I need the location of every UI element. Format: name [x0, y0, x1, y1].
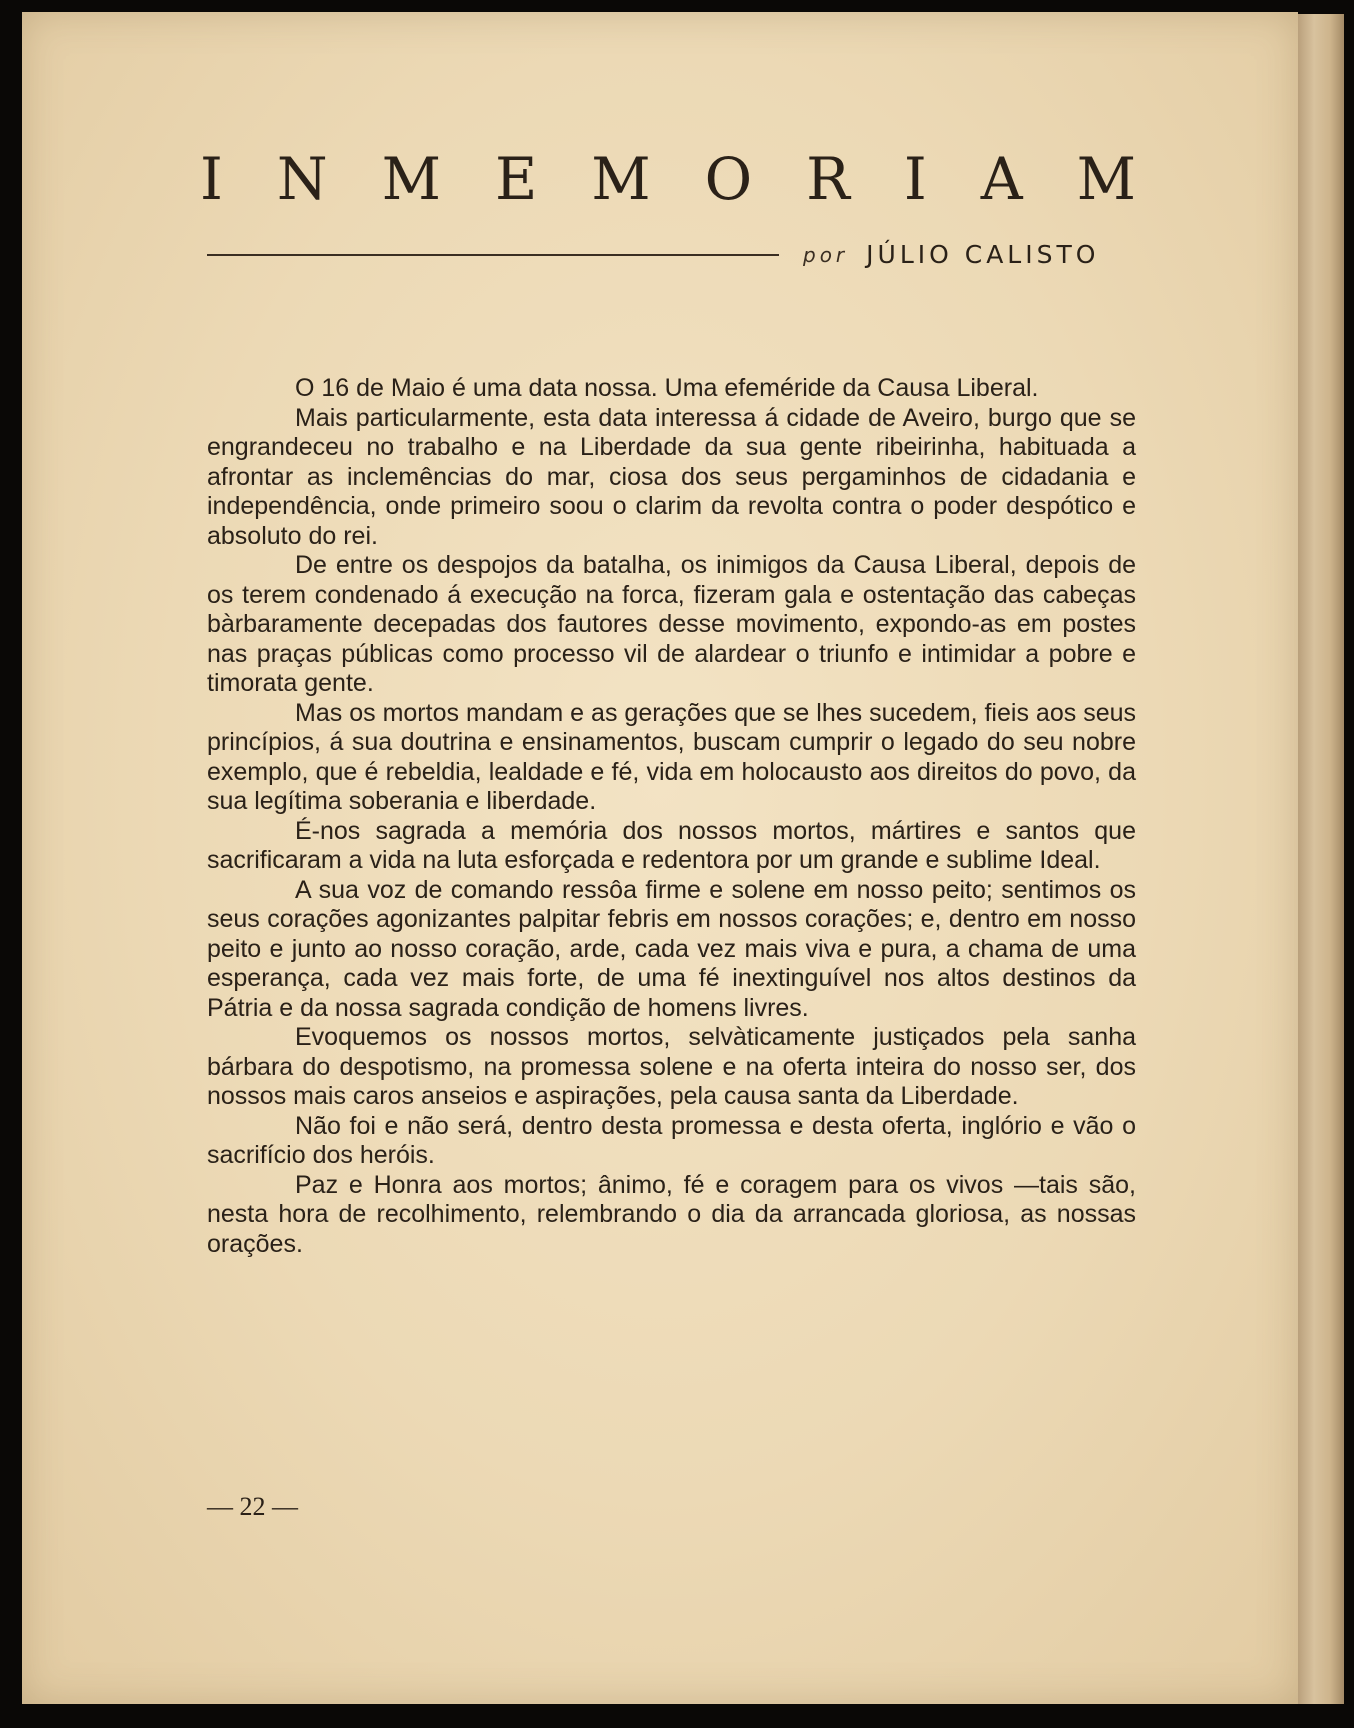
byline — [207, 240, 1136, 269]
title-letter: N — [276, 145, 328, 213]
title-letter: E — [494, 145, 538, 213]
title-letter: O — [704, 145, 753, 213]
paragraph: A sua voz de comando ressôa firme e solene em nosso peito; sentimos os seus corações agonizantes palpitar febris em nossos corações; e, dentro em nosso peito e junto ao nosso coração, arde, cada vez mais viva e pura, a chama de uma esperança, cada vez mais forte, de uma fé inextinguível nos altos destinos da Pátria e da nossa sagrada condição de homens livres. — [207, 875, 1136, 1022]
article-body — [207, 374, 1136, 1259]
paragraph: Mas os mortos mandam e as gerações que se lhes sucedem, fieis aos seus princípios, á sua doutrina e ensinamentos, buscam cumprir o legado do seu nobre exemplo, que é rebeldia, lealdade e fé, vida em holocausto aos direitos do povo, da sua legítima soberania e liberdade. — [207, 698, 1136, 815]
paragraph: É-nos sagrada a memória dos nossos mortos, mártires e santos que sacrificaram a vida na luta esforçada e redentora por um grande e sublime Ideal. — [207, 816, 1136, 874]
paragraph: Não foi e não será, dentro desta promessa e desta oferta, inglório e vão o sacrifício dos heróis. — [207, 1111, 1136, 1169]
author-name: JÚLIO CALISTO — [866, 240, 1100, 269]
title-letter: I — [200, 145, 223, 213]
title-letter: R — [806, 145, 850, 213]
page-number: — 22 — — [207, 1492, 298, 1521]
byline-prefix: por — [803, 242, 849, 267]
title-letter: M — [591, 145, 651, 213]
title-letter: A — [980, 145, 1023, 213]
title-letter: M — [381, 145, 441, 213]
paragraph: Paz e Honra aos mortos; ânimo, fé e coragem para os vivos —tais são, nesta hora de recolhimento, relembrando o dia da arrancada gloriosa, as nossas orações. — [207, 1170, 1136, 1258]
title-letter: I — [903, 145, 927, 213]
paragraph: De entre os despojos da batalha, os inimigos da Causa Liberal, depois de os terem condenado á execução na forca, fizeram gala e ostentação das cabeças bàrbaramente decepadas dos fautores desse movimento, expondo-as em postes nas praças públicas como processo vil de alardear o triunfo e intimidar a pobre e timorata gente. — [207, 551, 1136, 697]
next-page-edge — [1296, 14, 1344, 1704]
article-title — [200, 145, 1136, 213]
byline-rule — [207, 254, 779, 256]
paragraph: Evoquemos os nossos mortos, selvàticamente justiçados pela sanha bárbara do despotismo, na promessa solene e na oferta inteira do nosso ser, dos nossos mais caros anseios e aspirações, pela causa santa da Liberdade. — [207, 1023, 1136, 1110]
paragraph: O 16 de Maio é uma data nossa. Uma efeméride da Causa Liberal. — [295, 374, 1039, 402]
paragraph: Mais particularmente, esta data interessa á cidade de Aveiro, burgo que se engrandeceu no trabalho e na Liberdade da sua gente ribeirinha, habituada a afrontar as inclemências do mar, ciosa dos seus pergaminhos de cidadania e independência, onde primeiro soou o clarim da revolta contra o poder despótico e absoluto do rei. — [207, 403, 1136, 550]
title-letter: M — [1076, 145, 1136, 213]
